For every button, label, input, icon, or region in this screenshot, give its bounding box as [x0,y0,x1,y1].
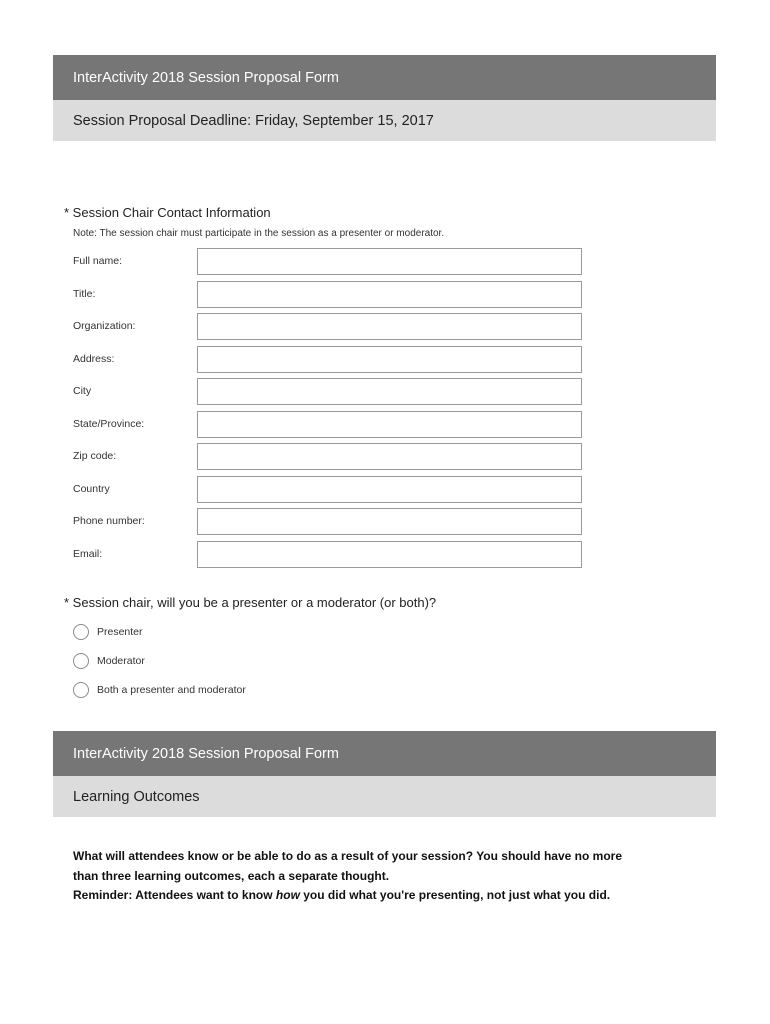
address-input[interactable] [197,346,582,373]
field-country [73,476,583,503]
field-phone-number [73,508,583,535]
field-zip-code [73,443,583,470]
radio-button[interactable] [73,653,89,669]
form-header-title: InterActivity 2018 Session Proposal Form [73,69,339,86]
contact-question: * Session Chair Contact Information [64,205,271,220]
field-label: Phone number: [73,515,145,527]
reminder-text-end: you did what you're presenting, not just what you did. [299,888,611,902]
radio-label: Presenter [97,626,143,638]
email-input[interactable] [197,541,582,568]
form-header-title: InterActivity 2018 Session Proposal Form [73,745,339,762]
role-option-presenter[interactable] [73,623,143,641]
deadline-text: Session Proposal Deadline: Friday, September 15, 2017 [73,112,434,129]
field-label: Full name: [73,255,123,267]
form-header-2 [53,731,716,776]
reminder-emphasis: how [275,888,300,902]
form-header [53,55,716,100]
country-input[interactable] [197,476,582,503]
radio-label: Both a presenter and moderator [97,684,246,696]
field-address [73,346,583,373]
radio-button[interactable] [73,682,89,698]
field-email [73,541,583,568]
role-question: * Session chair, will you be a presenter or a moderator (or both)? [64,595,437,610]
field-city [73,378,583,405]
city-input[interactable] [197,378,582,405]
role-option-both[interactable] [73,681,246,699]
radio-label: Moderator [97,655,145,667]
radio-button[interactable] [73,624,89,640]
role-option-moderator[interactable] [73,652,145,670]
field-label: Organization: [73,320,136,332]
state-province-input[interactable] [197,411,582,438]
field-label: Email: [73,548,103,560]
field-label: City [73,385,92,397]
field-label: Address: [73,353,115,365]
field-state-province [73,411,583,438]
full-name-input[interactable] [197,248,582,275]
field-label: Zip code: [73,450,117,462]
field-label: Title: [73,288,96,300]
instruction-line: than three learning outcomes, each a separate thought. [73,868,390,883]
learning-outcomes-banner [53,776,716,817]
field-label: Country [73,483,110,495]
contact-note: Note: The session chair must participate in the session as a presenter or moderator. [73,228,445,239]
phone-number-input[interactable] [197,508,582,535]
field-label: State/Province: [73,418,145,430]
reminder-line [73,886,693,906]
field-organization [73,313,583,340]
reminder-text: Reminder: Attendees want to know [73,888,276,902]
deadline-banner [53,100,716,141]
field-full-name [73,248,583,275]
learning-outcomes-title: Learning Outcomes [73,788,200,805]
learning-outcomes-instructions [73,847,693,906]
instruction-line: What will attendees know or be able to do as a result of your session? You should have no more [73,849,622,863]
title-input[interactable] [197,281,582,308]
organization-input[interactable] [197,313,582,340]
field-title [73,281,583,308]
zip-code-input[interactable] [197,443,582,470]
